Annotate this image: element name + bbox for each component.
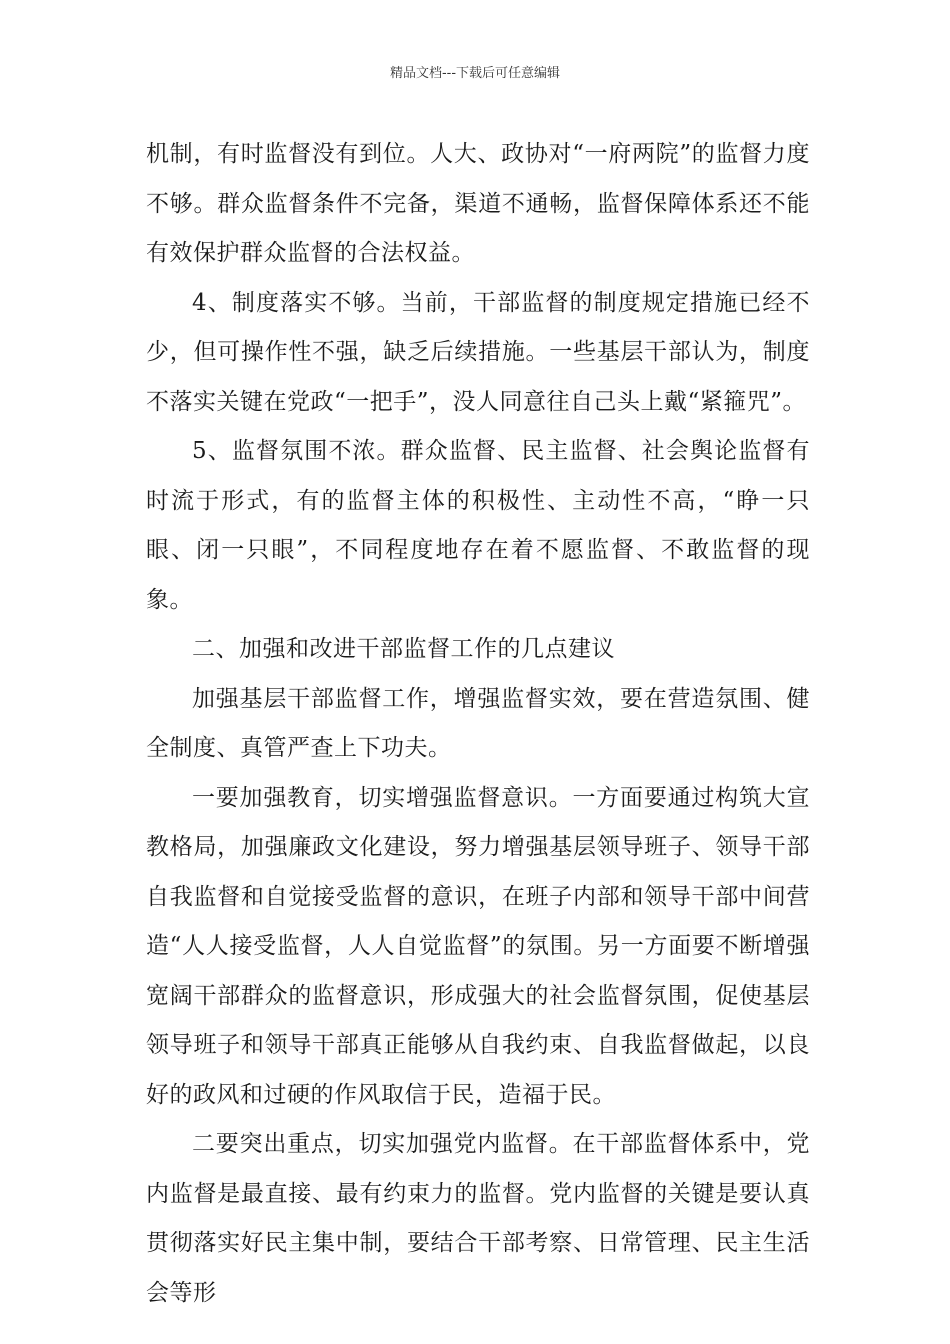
paragraph-6: 二要突出重点，切实加强党内监督。在干部监督体系中，党内监督是最直接、最有约束力的监督。党内监督的关键是要认真贯彻落实好民主集中制，要结合干部考察、日常管理、民主生活会等形: [146, 1131, 810, 1306]
paragraph-1: 机制，有时监督没有到位。人大、政协对“一府两院”的监督力度不够。群众监督条件不完备，渠道不通畅，监督保障体系还不能有效保护群众监督的合法权益。: [146, 141, 810, 266]
page-header: 精品文档---下载后可任意编辑: [389, 66, 561, 81]
paragraph-4: 加强基层干部监督工作，增强监督实效，要在营造氛围、健全制度、真管严查上下功夫。: [146, 685, 810, 761]
section-heading: 二、加强和改进干部监督工作的几点建议: [192, 636, 615, 662]
document-body: [146, 130, 810, 1318]
paragraph-5: 一要加强教育，切实增强监督意识。一方面要通过构筑大宣教格局，加强廉政文化建设，努力增强基层领导班子、领导干部自我监督和自觉接受监督的意识，在班子内部和领导干部中间营造“人人接受监督，人人自觉监督”的氛围。另一方面要不断增强宽阔干部群众的监督意识，形成强大的社会监督氛围，促使基层领导班子和领导干部真正能够从自我约束、自我监督做起，以良好的政风和过硬的作风取信于民，造福于民。: [146, 784, 810, 1108]
paragraph-2: 4、制度落实不够。当前，干部监督的制度规定措施已经不少，但可操作性不强，缺乏后续措施。一些基层干部认为，制度不落实关键在党政“一把手”，没人同意往自己头上戴“紧箍咒”。: [146, 289, 810, 415]
paragraph-3: 5、监督氛围不浓。群众监督、民主监督、社会舆论监督有时流于形式，有的监督主体的积极性、主动性不高，“睁一只眼、闭一只眼”，不同程度地存在着不愿监督、不敢监督的现象。: [146, 438, 810, 613]
